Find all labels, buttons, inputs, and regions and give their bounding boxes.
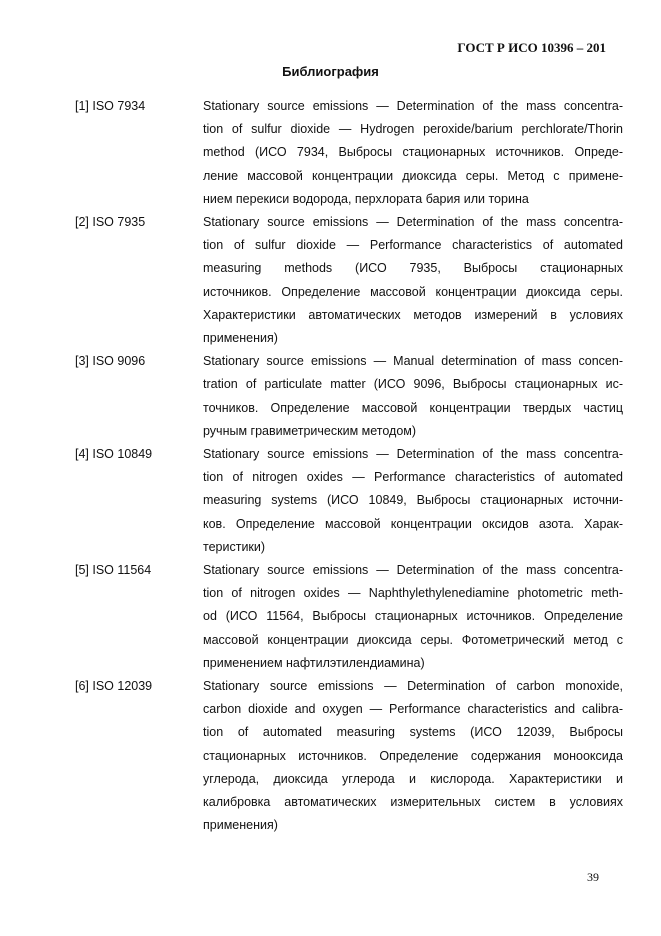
entry-text-line: Stationary source emissions — Determination of carbon monoxide, (203, 679, 623, 694)
entry-text-line: method (ИСО 7934, Выбросы стационарных источников. Опреде- (203, 145, 623, 160)
entry-label: [2] ISO 7935 (75, 215, 146, 230)
entry-text (203, 559, 623, 675)
entry-label: [4] ISO 10849 (75, 447, 153, 462)
entry-text-line: tion of automated measuring systems (ИСО 12039, Выбросы (203, 725, 623, 740)
entry-text-line: od (ИСО 11564, Выбросы стационарных источников. Определение (203, 609, 623, 624)
entry-text-line: ручным гравиметрическим методом) (203, 423, 417, 438)
bibliography-entry (75, 350, 623, 443)
entry-label: [6] ISO 12039 (75, 679, 153, 694)
entry-text-line: Stationary source emissions — Determination of the mass concentra- (203, 563, 623, 578)
entry-text-line: калибровка автоматических измерительных систем в условиях (203, 795, 623, 810)
entry-label: [5] ISO 11564 (75, 563, 152, 578)
entry-text-line: стационарных источников. Определение содержания монооксида (203, 748, 623, 763)
bibliography-entry (75, 443, 623, 559)
bibliography-entry (75, 559, 623, 675)
entry-text-line: Stationary source emissions — Manual determination of mass concen- (203, 354, 623, 369)
bibliography-entry (75, 675, 623, 837)
bibliography-title: Библиография (282, 64, 379, 79)
bibliography-entry (75, 211, 623, 350)
entry-text-line: углерода, диоксида углерода и кислорода. Характеристики и (203, 771, 623, 786)
bibliography-entry (75, 95, 623, 211)
entry-text (203, 350, 623, 443)
entry-text-line: точников. Определение массовой концентрации твердых частиц (203, 400, 623, 415)
bibliography-list (75, 95, 623, 838)
entry-text-line: tration of particulate matter (ИСО 9096, Выбросы стационарных ис- (203, 377, 623, 392)
entry-text-line: Характеристики автоматических методов измерений в условиях (203, 307, 623, 322)
entry-label: [3] ISO 9096 (75, 354, 146, 369)
entry-text-line: нием перекиси водорода, перхлората бария или торина (203, 191, 529, 206)
entry-text-line: Stationary source emissions — Determination of the mass concentra- (203, 447, 623, 462)
page-number: 39 (587, 870, 599, 884)
entry-text (203, 211, 623, 350)
entry-label: [1] ISO 7934 (75, 99, 146, 113)
entry-text-line: источников. Определение массовой концентрации диоксида серы. (203, 284, 623, 299)
entry-text-line: Stationary source emissions — Determination of the mass concentra- (203, 215, 623, 230)
entry-text-line: Stationary source emissions — Determination of the mass concentra- (203, 99, 623, 113)
entry-text-line: tion of sulfur dioxide — Performance characteristics of automated (203, 238, 623, 253)
entry-text-line: ков. Определение массовой концентрации оксидов азота. Харак- (203, 516, 623, 531)
document-id-header: ГОСТ Р ИСО 10396 – 201 (457, 40, 606, 55)
entry-text (203, 95, 623, 211)
entry-text-line: применением нафтилэтилендиамина) (203, 655, 425, 670)
entry-text-line: теристики) (203, 539, 266, 554)
entry-text-line: массовой концентрации диоксида серы. Фотометрический метод с (203, 632, 623, 647)
entry-text-line: measuring systems (ИСО 10849, Выбросы стационарных источни- (203, 493, 623, 508)
entry-text (203, 675, 623, 837)
entry-text-line: carbon dioxide and oxygen — Performance characteristics and calibra- (203, 702, 623, 717)
entry-text-line: ление массовой концентрации диоксида серы. Метод с примене- (203, 168, 623, 183)
entry-text-line: применения) (203, 818, 278, 833)
entry-text-line: tion of nitrogen oxides — Naphthylethylenediamine photometric meth- (203, 586, 623, 601)
entry-text-line: tion of sulfur dioxide — Hydrogen peroxide/barium perchlorate/Thorin (203, 122, 623, 137)
entry-text (203, 443, 623, 559)
entry-text-line: tion of nitrogen oxides — Performance characteristics of automated (203, 470, 623, 485)
entry-text-line: применения) (203, 331, 278, 346)
entry-text-line: measuring methods (ИСО 7935, Выбросы стационарных (203, 261, 623, 276)
